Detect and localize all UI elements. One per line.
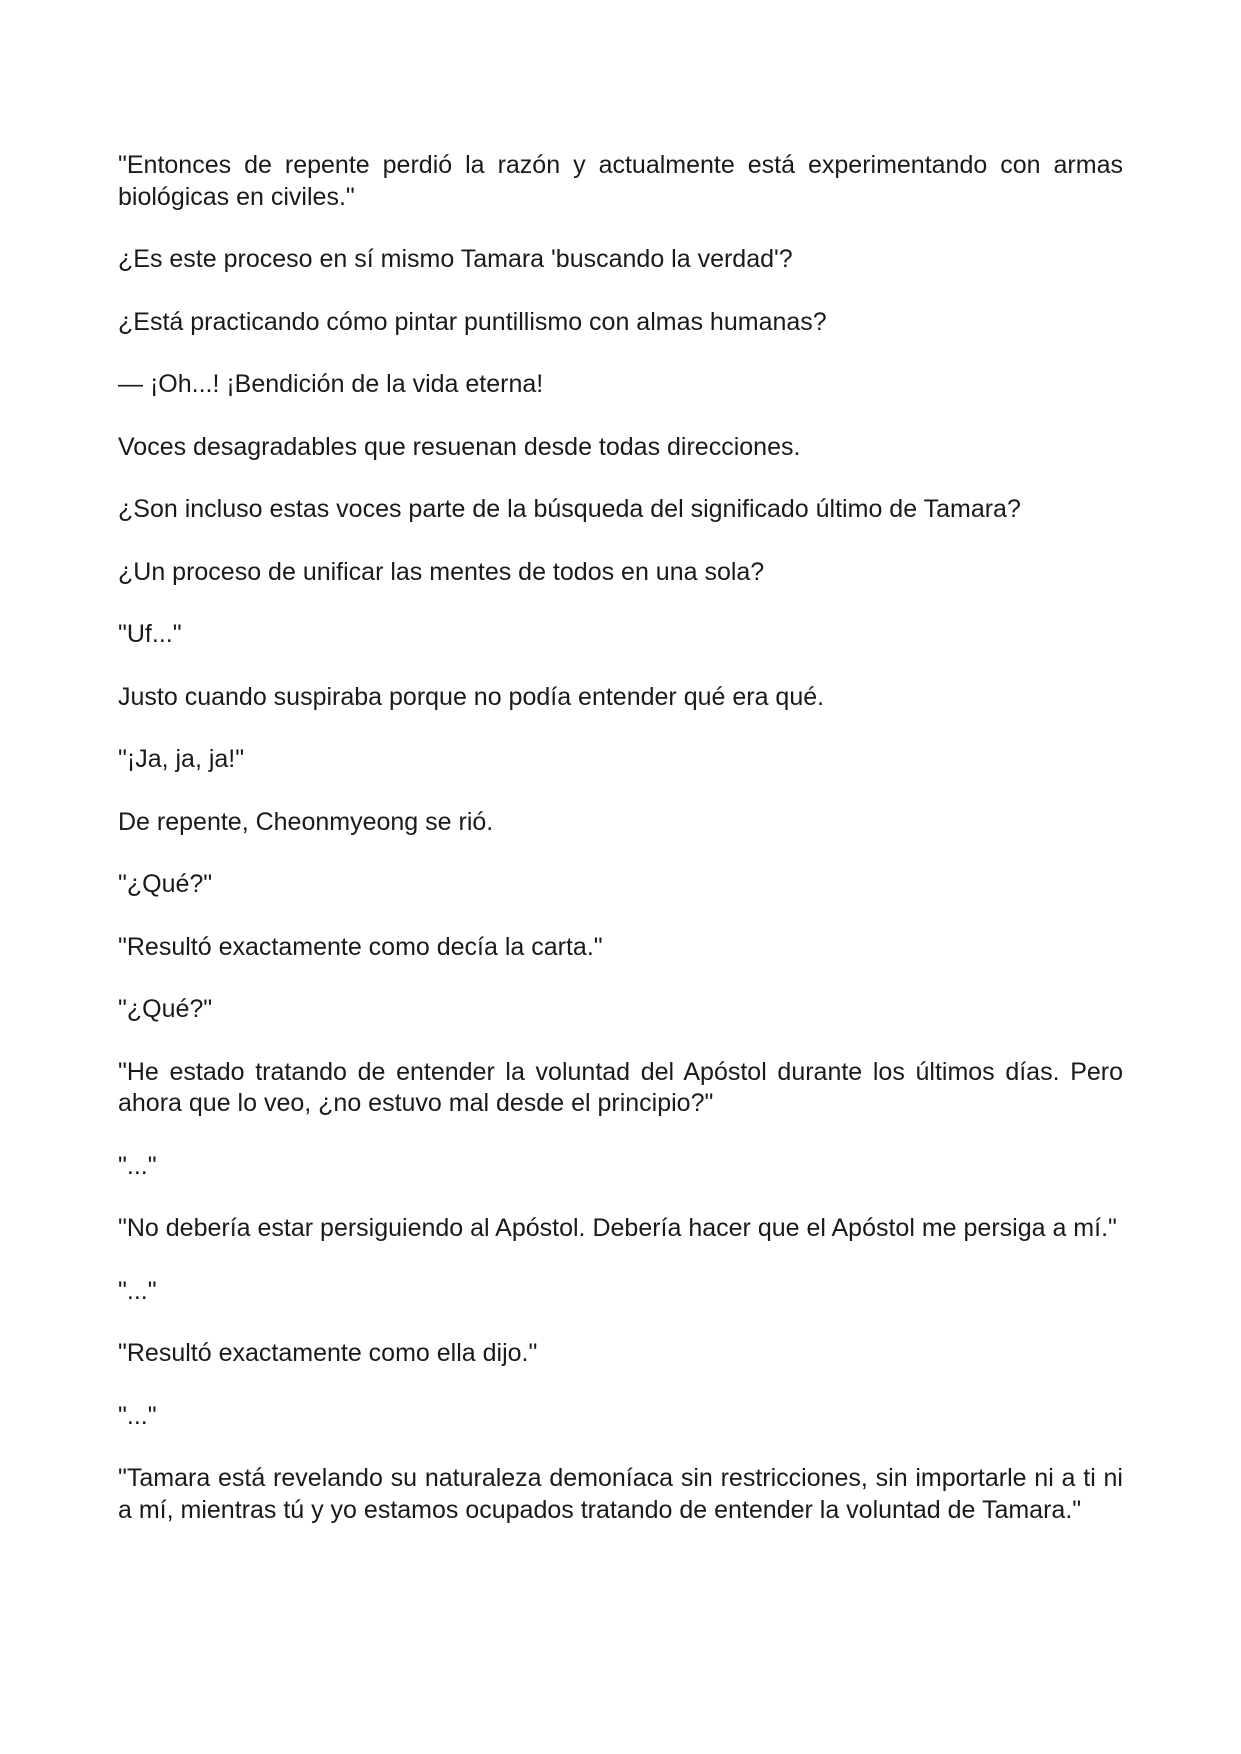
paragraph: "..." — [118, 1276, 157, 1305]
paragraph: ¿Es este proceso en sí mismo Tamara 'buscando la verdad'? — [118, 245, 793, 273]
paragraph: — ¡Oh...! ¡Bendición de la vida eterna! — [118, 370, 544, 398]
paragraph: "Resultó exactamente como ella dijo." — [118, 1339, 538, 1367]
paragraph: "¡Ja, ja, ja!" — [118, 745, 245, 773]
paragraph: "No debería estar persiguiendo al Apóstol. Debería hacer que el Apóstol me persiga a mí." — [118, 1214, 1117, 1242]
paragraph: Justo cuando suspiraba porque no podía entender qué era qué. — [118, 682, 825, 711]
paragraph: Voces desagradables que resuenan desde todas direcciones. — [118, 432, 801, 461]
document-body — [118, 150, 1123, 1557]
paragraph: "..." — [118, 1151, 157, 1180]
paragraph: ¿Un proceso de unificar las mentes de todos en una sola? — [118, 557, 765, 586]
paragraph: ¿Son incluso estas voces parte de la búsqueda del significado último de Tamara? — [118, 495, 1021, 523]
paragraph: ¿Está practicando cómo pintar puntillismo con almas humanas? — [118, 307, 827, 336]
paragraph: "Entonces de repente perdió la razón y actualmente está experimentando con armas biológicas en civiles." — [118, 151, 1123, 211]
paragraph: "¿Qué?" — [118, 870, 213, 898]
paragraph: "..." — [118, 1401, 157, 1430]
paragraph: "Uf..." — [118, 620, 182, 648]
paragraph: "¿Qué?" — [118, 995, 213, 1023]
paragraph: De repente, Cheonmyeong se rió. — [118, 807, 494, 836]
paragraph: "Tamara está revelando su naturaleza demoníaca sin restricciones, sin importarle ni a ti ni a mí, mientras tú y yo estamos ocupados tratando de entender la voluntad de Tamara." — [118, 1464, 1123, 1524]
paragraph: "Resultó exactamente como decía la carta." — [118, 932, 603, 961]
paragraph: "He estado tratando de entender la voluntad del Apóstol durante los últimos días. Pero ahora que lo veo, ¿no estuvo mal desde el principio?" — [118, 1057, 1123, 1117]
